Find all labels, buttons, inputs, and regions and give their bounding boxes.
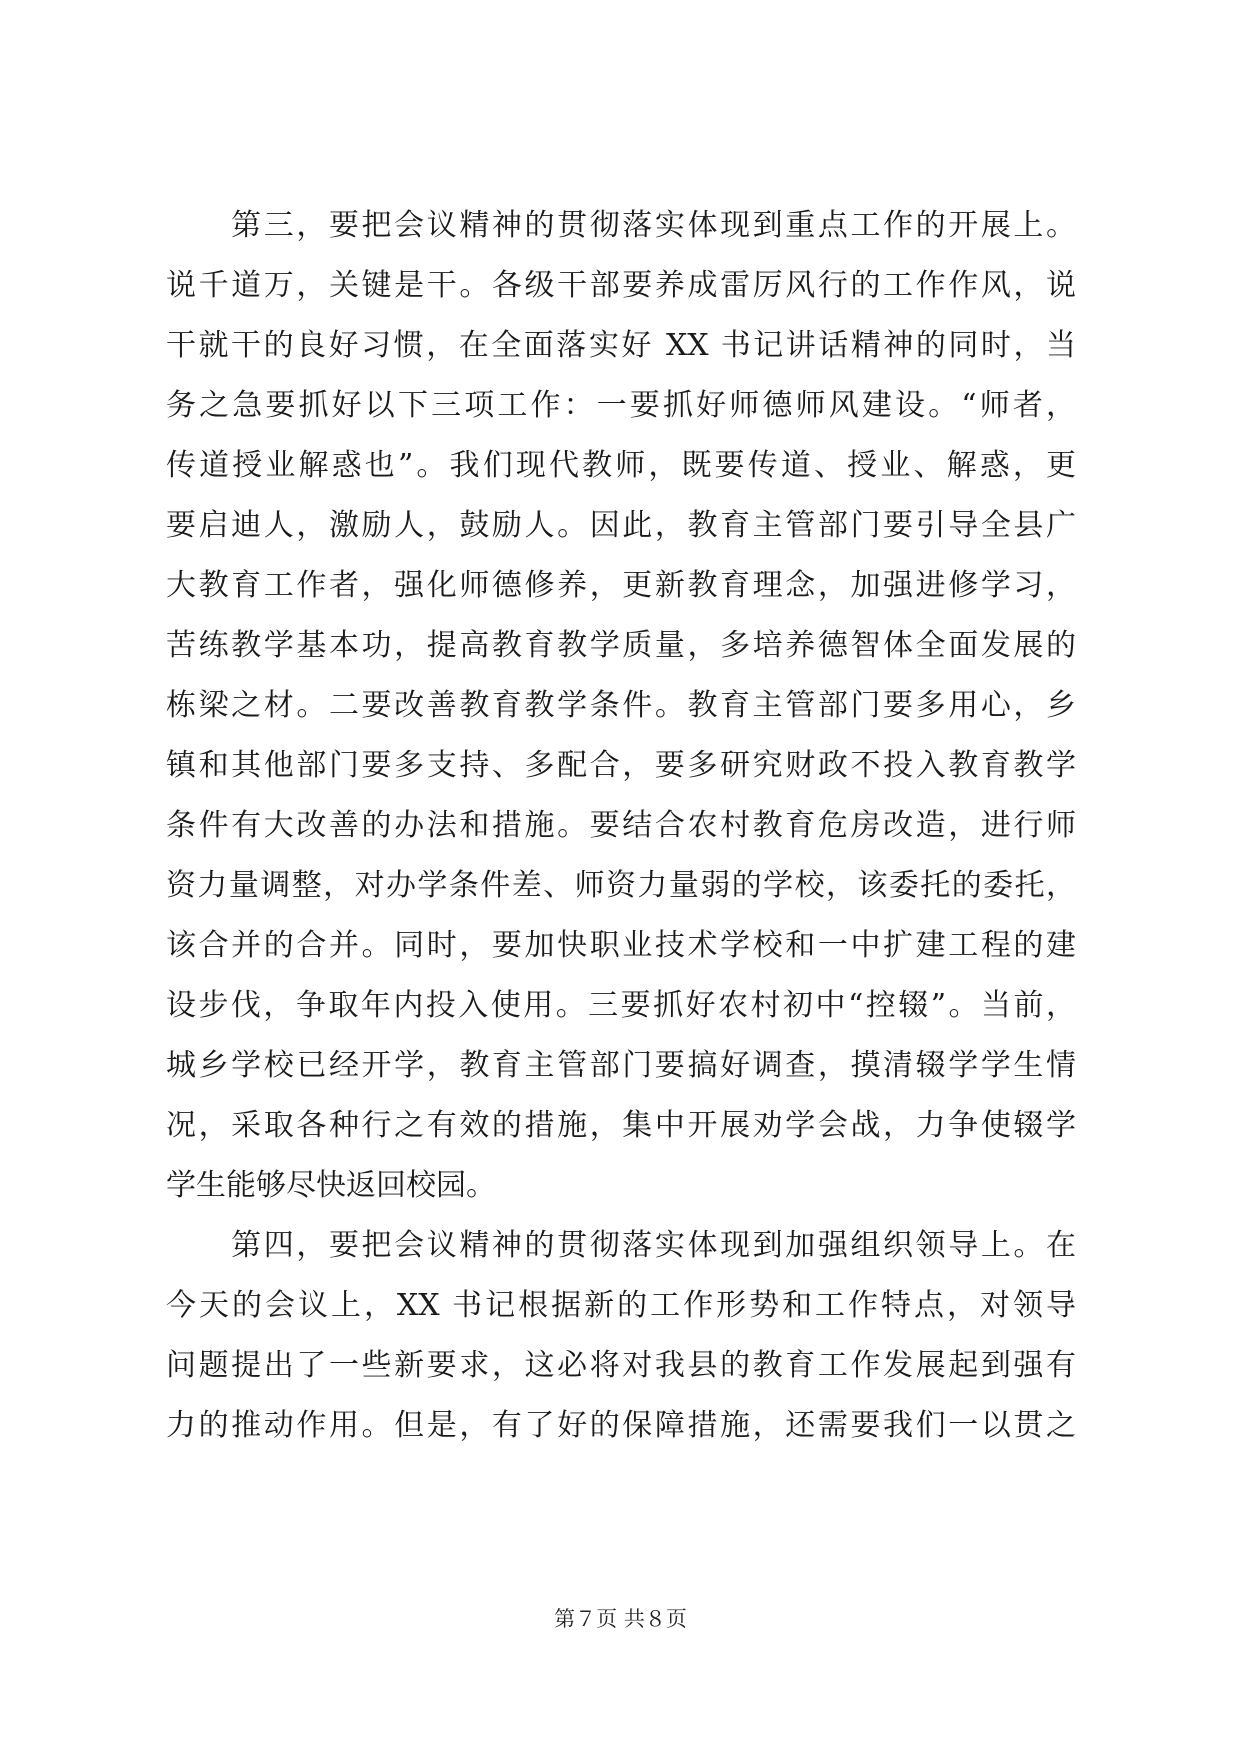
text-line: 该合并的合并。同时，要加快职业技术学校和一中扩建工程的建: [166, 928, 1076, 963]
text-line: 力的推动作用。但是，有了好的保障措施，还需要我们一以贯之: [166, 1408, 1076, 1443]
text-line: 问题提出了一些新要求，这必将对我县的教育工作发展起到强有: [166, 1348, 1076, 1383]
text-line: 学生能够尽快返回校园。: [166, 1168, 496, 1203]
text-line: 城乡学校已经开学，教育主管部门要搞好调查，摸清辍学学生情: [166, 1048, 1076, 1083]
text-line: 今天的会议上，XX 书记根据新的工作形势和工作特点，对领导: [166, 1288, 1076, 1323]
text-line: 条件有大改善的办法和措施。要结合农村教育危房改造，进行师: [166, 808, 1076, 843]
text-line: 传道授业解惑也”。我们现代教师，既要传道、授业、解惑，更: [166, 448, 1076, 483]
text-line: 设步伐，争取年内投入使用。三要抓好农村初中“控辍”。当前，: [166, 988, 1076, 1023]
text-line: 干就干的良好习惯，在全面落实好 XX 书记讲话精神的同时，当: [166, 328, 1076, 363]
text-line: 资力量调整，对办学条件差、师资力量弱的学校，该委托的委托，: [166, 868, 1076, 903]
text-line: 况，采取各种行之有效的措施，集中开展劝学会战，力争使辍学: [166, 1108, 1076, 1143]
text-line: 说千道万，关键是干。各级干部要养成雷厉风行的工作作风，说: [166, 268, 1076, 303]
text-line: 要启迪人，激励人，鼓励人。因此，教育主管部门要引导全县广: [166, 508, 1076, 543]
text-line: 大教育工作者，强化师德修养，更新教育理念，加强进修学习，: [166, 568, 1076, 603]
text-line: 第四，要把会议精神的贯彻落实体现到加强组织领导上。在: [166, 1228, 1076, 1263]
text-line: 苦练教学基本功，提高教育教学质量，多培养德智体全面发展的: [166, 628, 1076, 663]
text-line: 栋梁之材。二要改善教育教学条件。教育主管部门要多用心，乡: [166, 688, 1076, 723]
text-line: 镇和其他部门要多支持、多配合，要多研究财政不投入教育教学: [166, 748, 1076, 783]
page-footer: 第７页 共８页: [554, 1607, 687, 1631]
document-body: [166, 196, 1076, 1456]
text-line: 务之急要抓好以下三项工作：一要抓好师德师风建设。“师者，: [166, 388, 1076, 423]
text-line: 第三，要把会议精神的贯彻落实体现到重点工作的开展上。: [166, 208, 1076, 243]
